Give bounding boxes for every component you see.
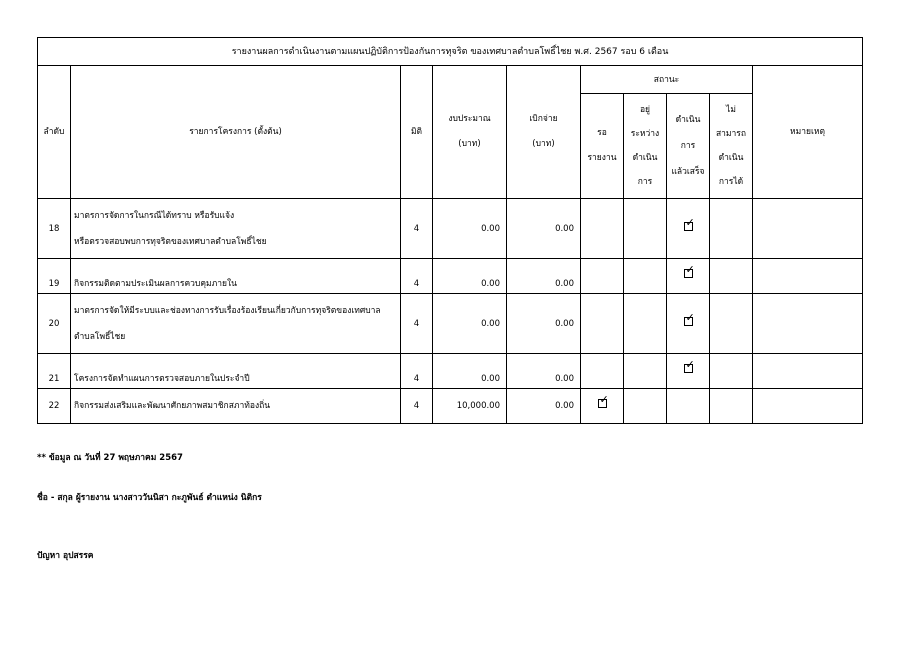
row-project: กิจกรรมส่งเสริมและพัฒนาศักยภาพสมาชิกสภาท้องถิ่น bbox=[71, 389, 401, 424]
header-status-pending: รอ รายงาน bbox=[581, 94, 624, 199]
status-done-cell bbox=[667, 199, 710, 259]
row-project: มาตรการจัดการในกรณีได้ทราบ หรือรับแจ้ง หรือตรวจสอบพบการทุจริตของเทศบาลตำบลโพธิ์ไชย bbox=[71, 199, 401, 259]
status-pending-cell bbox=[581, 294, 624, 354]
header-order: ลำดับ bbox=[38, 66, 71, 199]
table-row bbox=[38, 354, 863, 389]
row-budget: 0.00 bbox=[433, 259, 507, 294]
checkbox-checked-icon bbox=[598, 399, 607, 408]
header-disbursed: เบิกจ่าย (บาท) bbox=[507, 66, 581, 199]
header-project: รายการโครงการ (ตั้งต้น) bbox=[71, 66, 401, 199]
remark-cell bbox=[753, 389, 863, 424]
remark-cell bbox=[753, 199, 863, 259]
row-disbursed: 0.00 bbox=[507, 199, 581, 259]
row-dimension: 4 bbox=[401, 354, 433, 389]
remark-cell bbox=[753, 294, 863, 354]
header-budget: งบประมาณ (บาท) bbox=[433, 66, 507, 199]
row-project: มาตรการจัดให้มีระบบและช่องทางการรับเรื่องร้องเรียนเกี่ยวกับการทุจริตของเทศบาล ตำบลโพธิ์ไชย bbox=[71, 294, 401, 354]
checkbox-checked-icon bbox=[684, 269, 693, 278]
row-number: 19 bbox=[38, 259, 71, 294]
row-dimension: 4 bbox=[401, 199, 433, 259]
header-remark: หมายเหตุ bbox=[753, 66, 863, 199]
row-number: 18 bbox=[38, 199, 71, 259]
table-row bbox=[38, 259, 863, 294]
table-row bbox=[38, 389, 863, 424]
header-dimension: มิติ bbox=[401, 66, 433, 199]
row-number: 22 bbox=[38, 389, 71, 424]
header-status-unable: ไม่ สามารถ ดำเนิน การได้ bbox=[710, 94, 753, 199]
header-status-done: ดำเนิน การ แล้วเสร็จ bbox=[667, 94, 710, 199]
reporter-line: ชื่อ - สกุล ผู้รายงาน นางสาววันนิสา กะภูพันธ์ ตำแหน่ง นิติกร bbox=[37, 493, 262, 503]
status-in-progress-cell bbox=[624, 199, 667, 259]
row-dimension: 4 bbox=[401, 389, 433, 424]
header-status: สถานะ bbox=[581, 66, 753, 94]
report-title: รายงานผลการดำเนินงานตามแผนปฏิบัติการป้องกันการทุจริต ของเทศบาลตำบลโพธิ์ไชย พ.ศ. 2567 รอบ 6 เดือน bbox=[38, 38, 863, 66]
checkbox-checked-icon bbox=[684, 222, 693, 231]
row-budget: 0.00 bbox=[433, 354, 507, 389]
row-budget: 10,000.00 bbox=[433, 389, 507, 424]
status-done-cell bbox=[667, 259, 710, 294]
row-budget: 0.00 bbox=[433, 294, 507, 354]
status-unable-cell bbox=[710, 354, 753, 389]
row-budget: 0.00 bbox=[433, 199, 507, 259]
row-number: 21 bbox=[38, 354, 71, 389]
status-done-cell bbox=[667, 389, 710, 424]
status-pending-cell bbox=[581, 389, 624, 424]
checkbox-checked-icon bbox=[684, 364, 693, 373]
status-done-cell bbox=[667, 354, 710, 389]
table-row bbox=[38, 294, 863, 354]
row-dimension: 4 bbox=[401, 294, 433, 354]
status-unable-cell bbox=[710, 199, 753, 259]
status-pending-cell bbox=[581, 354, 624, 389]
status-pending-cell bbox=[581, 259, 624, 294]
status-in-progress-cell bbox=[624, 294, 667, 354]
table-row bbox=[38, 199, 863, 259]
row-disbursed: 0.00 bbox=[507, 354, 581, 389]
row-project: กิจกรรมติดตามประเมินผลการควบคุมภายใน bbox=[71, 259, 401, 294]
status-in-progress-cell bbox=[624, 389, 667, 424]
problems-heading: ปัญหา อุปสรรค bbox=[37, 551, 94, 561]
status-unable-cell bbox=[710, 294, 753, 354]
remark-cell bbox=[753, 354, 863, 389]
row-disbursed: 0.00 bbox=[507, 259, 581, 294]
report-table bbox=[37, 37, 863, 424]
status-done-cell bbox=[667, 294, 710, 354]
row-number: 20 bbox=[38, 294, 71, 354]
checkbox-checked-icon bbox=[684, 317, 693, 326]
row-disbursed: 0.00 bbox=[507, 389, 581, 424]
row-project: โครงการจัดทำแผนการตรวจสอบภายในประจำปี bbox=[71, 354, 401, 389]
status-unable-cell bbox=[710, 259, 753, 294]
status-pending-cell bbox=[581, 199, 624, 259]
row-disbursed: 0.00 bbox=[507, 294, 581, 354]
status-in-progress-cell bbox=[624, 259, 667, 294]
status-unable-cell bbox=[710, 389, 753, 424]
header-status-in-progress: อยู่ ระหว่าง ดำเนิน การ bbox=[624, 94, 667, 199]
status-in-progress-cell bbox=[624, 354, 667, 389]
remark-cell bbox=[753, 259, 863, 294]
data-date-note: ** ข้อมูล ณ วันที่ 27 พฤษภาคม 2567 bbox=[37, 453, 183, 463]
row-dimension: 4 bbox=[401, 259, 433, 294]
